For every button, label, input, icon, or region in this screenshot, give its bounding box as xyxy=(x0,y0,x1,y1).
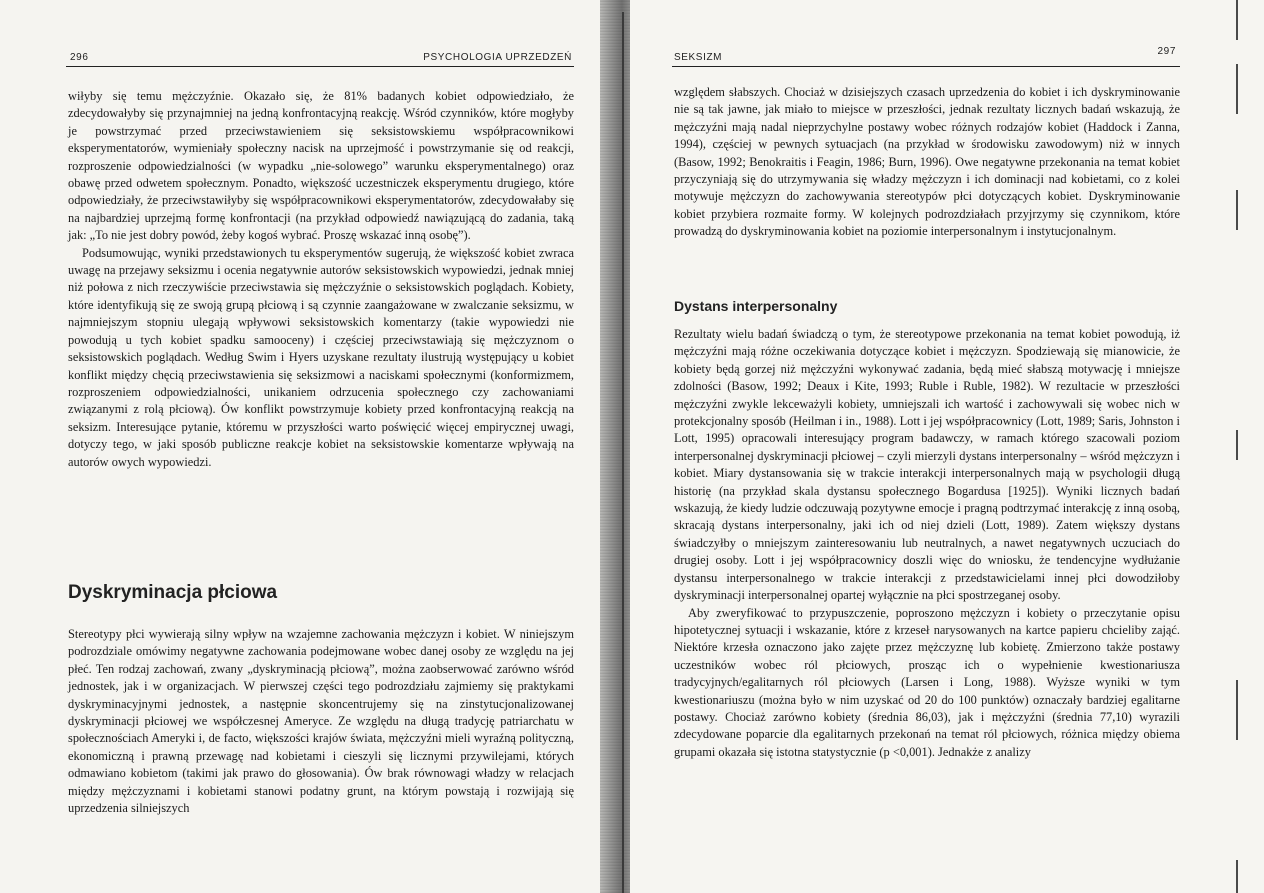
scan-edge-mark xyxy=(1236,64,1238,114)
right-page xyxy=(630,0,1264,893)
gutter-line xyxy=(622,12,624,893)
left-text-bottom xyxy=(68,626,574,817)
paragraph: względem słabszych. Chociaż w dzisiejszych czasach uprzedzenia do kobiet i ich dyskryminowanie nie są tak jawne, jak miało to miejsce w przeszłości, jednak rezultaty licznych badań wskazują, że mężczyźni mają nadal nieprzychylne postawy wobec różnych rodzajów kobiet (Haddock i Zanna, 1994), częściej w pewnych sytuacjach (na przykład w środowisku zawodowym) niż w innych (Basow, 1992; Benokraitis i Feagin, 1986; Burn, 1996). Owe negatywne przekonania na temat kobiet przyczyniają się do utrzymywania się władzy mężczyzn i ich dominacji nad kobietami, co z kolei motywuje mężczyzn do zachowywania stereotypów płci dotyczących kobiet. Dyskryminowanie kobiet przybiera rozmaite formy. W kolejnych podrozdziałach przyjrzymy się czynnikom, które prowadzą do dyskryminowania kobiet na poziomie interpersonalnym i instytucjonalnym. xyxy=(674,85,1180,239)
page-number: 296 xyxy=(70,52,89,63)
scan-edge-mark xyxy=(1236,430,1238,460)
right-text-top xyxy=(674,84,1180,241)
scan-edge-mark xyxy=(1236,0,1238,40)
paragraph: Stereotypy płci wywierają silny wpływ na wzajemne zachowania mężczyzn i kobiet. W niniejszym podrozdziale omówimy negatywne zachowania podejmowane wobec danej osoby ze względu na jej płeć. Ten rodzaj zachowań, zwany „dyskryminacją płciową”, można zaobserwować zarówno wśród jednostek, jak i w organizacjach. W pierwszej części tego podrozdziału zajmiemy się praktykami dyskryminacyjnymi jednostek, a następnie skoncentrujemy się na zinstytucjonalizowanej dyskryminacji płciowej we współczesnej Ameryce. Ze względu na długą tradycję patriarchatu w społecznościach Ameryki i, de facto, większości krajów świata, mężczyźni mieli wyraźną polityczną, ekonomiczną i prawną przewagę nad kobietami i cieszyli się licznymi przywilejami, których odmawiano kobietom (takimi jak prawo do głosowania). Ów brak równowagi władzy w relacjach między mężczyznami i kobietami stanowi podatny grunt, na którym powstają i rozwijają się uprzedzenia silniejszych xyxy=(68,627,574,816)
scan-edge-mark xyxy=(1236,190,1238,230)
running-head: PSYCHOLOGIA UPRZEDZEŃ xyxy=(423,52,572,63)
right-text-bottom xyxy=(674,326,1180,761)
paragraph: Aby zweryfikować to przypuszczenie, poproszono mężczyzn i kobiety o przeczytanie opisu hipotetycznej sytuacji i wskazanie, które z krzeseł narysowanych na kartce papieru chcieliby zająć. Niektóre krzesła oznaczono jako zajęte przez mężczyznę lub kobietę. Zmierzono także postawy uczestników wobec ról płciowych, prosząc ich o wypełnienie kwestionariusza tradycyjnych/egalitarnych ról płciowych (Larsen i Long, 1988). Wyższe wyniki w tym kwestionariuszu (można było w nim uzyskać od 20 do 100 punktów) oznaczały bardziej egalitarne postawy. Chociaż zarówno kobiety (średnia 86,03), jak i mężczyźni (średnia 77,10) wyrazili zdecydowane poparcie dla egalitarnych przekonań na temat ról płciowych, różnica między obiema grupami okazała się istotna statystycznie (p <0,001). Jednakże z analizy xyxy=(674,605,1180,759)
right-header xyxy=(674,46,1176,66)
scan-edge-mark xyxy=(1236,860,1238,893)
page-number: 297 xyxy=(1157,46,1176,57)
paragraph: wiłyby się temu mężczyźnie. Okazało się, że 81% badanych kobiet odpowiedziało, że zdecydowałyby się przynajmniej na jedną konfrontacyjną reakcję. Wśród czynników, które mogłyby je powstrzymać przed przeciwstawieniem się seksistowskiemu współpracownikowi eksperymentatorów, wymieniały społeczny nacisk na uprzejmość i powstrzymanie się od reakcji, rozproszenie odpowiedzialności (w wypadku „nie-solowego” warunku eksperymentalnego) oraz obawę przed odwetem społecznym. Ponadto, większość uczestniczek eksperymentu drugiego, które odpowiedziały, że przeciwstawiłyby się współpracownikowi eksperymentatorów, zdecydowałaby się na najbardziej uprzejmą formę konfrontacji (na przykład odpowiedź nawiązującą do zadania, taką jak: „To nie jest dobry powód, żeby kogoś wybrać. Proszę wskazać inną osobę”). xyxy=(68,89,574,243)
paragraph: Podsumowując, wyniki przedstawionych tu eksperymentów sugerują, że większość kobiet zwraca uwagę na przejawy seksizmu i ocenia negatywnie autorów seksistowskich wypowiedzi, jednak mniej niż połowa z nich rzeczywiście przeciwstawia się mężczyźnie o seksistowskich poglądach. Kobiety, które identyfikują się ze swoją grupą płciową i są czynnie zaangażowane w zwalczanie seksizmu, w najmniejszym stopniu ulegają wpływowi seksistowskich komentarzy (takie wypowiedzi nie powodują u tych kobiet spadku samooceny) i częściej przeciwstawiają się mężczyznom o seksistowskich poglądach. Według Swim i Hyers uzyskane rezultaty ilustrują występujący u kobiet konflikt między chęcią przeciwstawienia się seksizmowi a naciskami społecznymi (konformizmem, rozproszeniem odpowiedzialności, unikaniem odrzucenia społecznego czy zachowaniami związanymi z rolą płciową). Ów konflikt powstrzymuje kobiety przed konfrontacyjną reakcją na seksizm. Interesujące pytanie, któremu w przyszłości warto poświęcić więcej empirycznej uwagi, dotyczy tego, w jaki sposób publiczne reakcje kobiet na seksistowskie komentarze wpływają na autorów owych wypowiedzi. xyxy=(68,245,574,469)
paragraph: Rezultaty wielu badań świadczą o tym, że stereotypowe przekonania na temat kobiet powodują, iż mężczyźni mają różne oczekiwania dotyczące kobiet i mężczyzn. Spodziewają się mianowicie, że kobiety będą gorzej niż mężczyźni wykonywać zadania, będą mieć słabszą motywację i mniejsze zdolności (Basow, 1992; Deaux i Kite, 1993; Ruble i Ruble, 1982). W rezultacie w przeszłości mężczyźni zwykle lekceważyli kobiety, umniejszali ich wartość i zachowywali się wobec nich w protekcjonalny sposób (Heilman i in., 1988). Lott i jej współpracownicy (Lott, 1989; Saris, Johnston i Lott, 1995) opracowali interesujący program badawczy, w ramach którego szacowali poziom interpersonalnej dyskryminacji płciowej – czyli mierzyli dystans interpersonalny – wśród mężczyzn i kobiet. Miary dystansowania się w trakcie interakcji interpersonalnych mają w psychologii długą historię (na przykład skala dystansu społecznego Bogardusa [1925]). Wyniki licznych badań wskazują, że kiedy ludzie odczuwają pozytywne emocje i pragną podtrzymać interakcję z inną osobą, skracają dystans interpersonalny, jaki ich od niej dzieli (Lott, 1989). Zatem większy dystans świadczyłby o mniejszym zainteresowaniu lub neutralnych, a nawet negatywnych uczuciach do drugiej osoby. Lott i jej współpracownicy doszli więc do wniosku, że tendencyjne wydłużanie dystansu interpersonalnego w trakcie interakcji z przedstawicielami innej płci dowodziłoby dyskryminacji interpersonalnej opartej wyłącznie na płci spostrzeganej osoby. xyxy=(674,327,1180,603)
running-head: SEKSIZM xyxy=(674,52,723,63)
left-text-top xyxy=(68,88,574,471)
header-rule xyxy=(672,66,1180,67)
header-rule xyxy=(66,66,574,67)
subsection-heading: Dystans interpersonalny xyxy=(674,298,838,314)
scan-edge-mark xyxy=(1236,680,1238,740)
left-header xyxy=(70,52,572,66)
section-heading: Dyskryminacja płciowa xyxy=(68,582,278,603)
left-page xyxy=(0,0,606,893)
